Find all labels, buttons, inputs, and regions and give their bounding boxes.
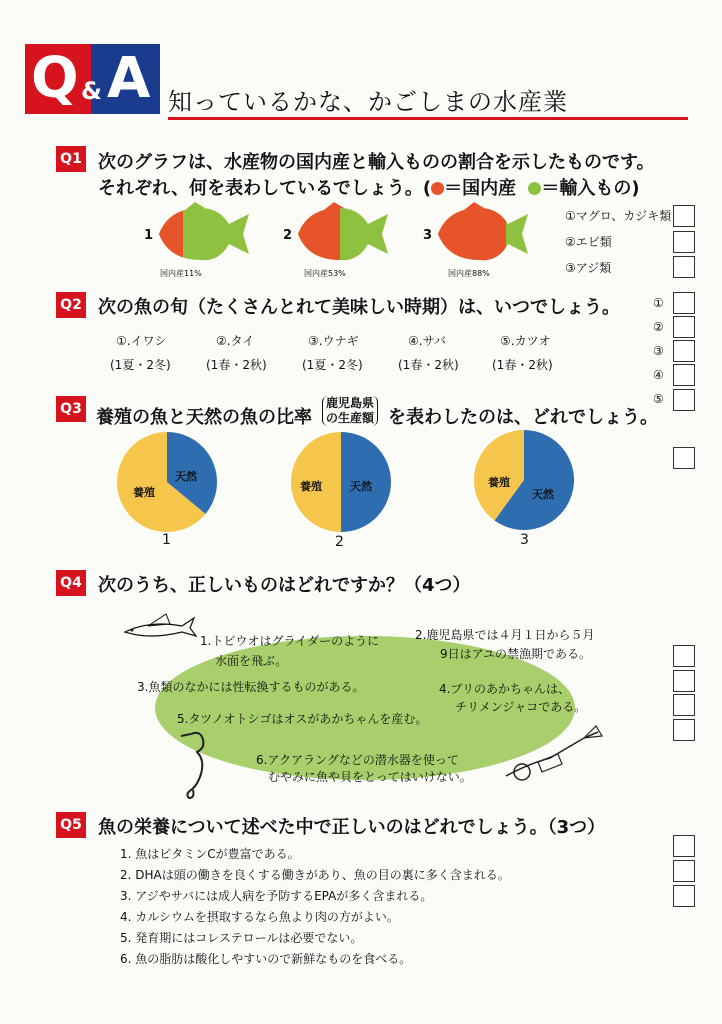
- fish-3-domestic-area: [434, 200, 506, 266]
- q1-text-line1: 次のグラフは、水産物の国内産と輸入ものの割合を示したものです。: [98, 152, 655, 173]
- q2-answer-label-5: ⑤: [653, 392, 664, 406]
- q2-fish-3: ③.ウナギ: [308, 334, 359, 348]
- pie-1-number: 1: [162, 532, 171, 548]
- q1-option-2: ②エビ類: [565, 235, 612, 249]
- q4-item-2-line1: 2.鹿児島県では４月１日から５月: [415, 628, 595, 642]
- q5-badge: Q5: [56, 812, 86, 838]
- q4-answer-box-1[interactable]: [673, 645, 695, 667]
- title-underline: [168, 117, 688, 120]
- q3-badge: Q3: [56, 396, 86, 422]
- pie-2-wild-label: 天然: [350, 480, 372, 493]
- q2-answer-box-5[interactable]: [673, 389, 695, 411]
- fish-1-number: 1: [144, 228, 154, 243]
- pie-1: [115, 430, 219, 534]
- q5-answer-box-2[interactable]: [673, 860, 695, 882]
- q4-text: 次のうち、正しいものはどれですか？（4つ）: [98, 575, 471, 596]
- page-title: 知っているかな、かごしまの水産業: [168, 88, 568, 116]
- logo-q: Q: [31, 46, 79, 111]
- q3-text-c: を表わしたのは、どれでしょう。: [388, 407, 658, 428]
- import-legend-dot: [528, 182, 541, 195]
- q2-text: 次の魚の旬（たくさんとれて美味しい時期）は、いつでしょう。: [98, 297, 620, 318]
- q2-answer-label-1: ①: [653, 296, 664, 310]
- q2-choice-4: (1春・2秋): [398, 358, 459, 372]
- q1-line2-text: それぞれ、何を表わしているでしょう。(: [98, 178, 432, 199]
- fish-1-caption: 国内産11%: [160, 269, 202, 278]
- legend-domestic: ＝国内産: [444, 178, 517, 199]
- diver-icon: [498, 718, 608, 788]
- q2-fish-2: ②.タイ: [216, 334, 255, 348]
- q5-answer-box-3[interactable]: [673, 885, 695, 907]
- q3-note-line2: の生産額: [326, 411, 375, 425]
- pie-1-culture-label: 養殖: [133, 486, 155, 499]
- q3-paren-note: [322, 396, 378, 426]
- q5-item-2: 2. DHAは頭の働きを良くする働きがあり、魚の目の裏に多く含まれる。: [120, 868, 510, 882]
- q2-answer-label-4: ④: [653, 368, 664, 382]
- fish-2-domestic-area: [294, 200, 340, 266]
- pie-3-number: 3: [520, 532, 529, 548]
- q1-answer-box-3[interactable]: [673, 256, 695, 278]
- q1-answer-box-2[interactable]: [673, 231, 695, 253]
- q2-badge: Q2: [56, 292, 86, 318]
- pie-2-number: 2: [335, 534, 344, 550]
- pie-1-wild-label: 天然: [175, 470, 197, 483]
- q4-item-4-line2: チリメンジャコである。: [455, 700, 587, 714]
- domestic-legend-dot: [431, 182, 444, 195]
- q4-item-6-line1: 6.アクアラングなどの潜水器を使って: [256, 753, 459, 767]
- q4-badge: Q4: [56, 570, 86, 596]
- q5-item-3: 3. アジやサバには成人病を予防するEPAが多く含まれる。: [120, 889, 433, 903]
- q2-choice-2: (1春・2秋): [206, 358, 267, 372]
- q2-fish-1: ①.イワシ: [116, 334, 167, 348]
- legend-close: ): [631, 178, 640, 199]
- q4-answer-box-2[interactable]: [673, 670, 695, 692]
- q5-answer-box-1[interactable]: [673, 835, 695, 857]
- q4-item-3: 3.魚類のなかには性転換するものがある。: [137, 680, 365, 694]
- q2-answer-box-3[interactable]: [673, 340, 695, 362]
- q2-answer-box-4[interactable]: [673, 364, 695, 386]
- q2-fish-4: ④.サバ: [408, 334, 446, 348]
- q5-item-5: 5. 発育期にはコレステロールは必要でない。: [120, 931, 363, 945]
- q1-text-line2: [98, 174, 640, 200]
- q5-item-6: 6. 魚の脂肪は酸化しやすいので新鮮なものを食べる。: [120, 952, 412, 966]
- q4-answer-box-3[interactable]: [673, 694, 695, 716]
- q4-answer-box-4[interactable]: [673, 719, 695, 741]
- legend-import: ＝輸入もの: [541, 178, 632, 199]
- q2-fish-5: ⑤.カツオ: [500, 334, 551, 348]
- fish-2-caption: 国内産53%: [304, 269, 346, 278]
- q2-choice-3: (1夏・2冬): [302, 358, 363, 372]
- logo-amp: &: [81, 77, 102, 105]
- pie-3-culture-label: 養殖: [488, 476, 510, 489]
- fish-1-domestic-area: [155, 200, 183, 266]
- q3-note-line1: 鹿児島県: [326, 396, 375, 410]
- q2-answer-label-2: ②: [653, 320, 664, 334]
- fish-3-caption: 国内産88%: [448, 269, 490, 278]
- q1-badge: Q1: [56, 146, 86, 172]
- q3-answer-box[interactable]: [673, 447, 695, 469]
- pie-2-culture-label: 養殖: [300, 480, 322, 493]
- q1-option-1: ①マグロ、カジキ類: [565, 209, 672, 223]
- q4-item-4-line1: 4.ブリのあかちゃんは、: [439, 682, 570, 696]
- q4-item-1-line1: 1.トビウオはグライダーのように: [200, 634, 380, 648]
- q2-choice-5: (1春・2秋): [492, 358, 553, 372]
- qa-logo: [25, 44, 160, 114]
- fish-2-number: 2: [283, 228, 293, 243]
- seahorse-icon: [175, 728, 215, 800]
- q4-item-1-line2: 水面を飛ぶ。: [215, 654, 288, 668]
- q2-answer-box-1[interactable]: [673, 292, 695, 314]
- q4-item-5: 5.タツノオトシゴはオスがあかちゃんを産む。: [177, 712, 428, 726]
- q2-answer-box-2[interactable]: [673, 316, 695, 338]
- q1-answer-box-1[interactable]: [673, 205, 695, 227]
- q5-item-4: 4. カルシウムを摂取するなら魚より肉の方がよい。: [120, 910, 399, 924]
- q4-item-2-line2: 9日はアユの禁漁期である。: [440, 647, 592, 661]
- q5-item-1: 1. 魚はビタミンCが豊富である。: [120, 847, 300, 861]
- flying-fish-icon: [120, 612, 200, 642]
- q4-item-6-line2: むやみに魚や貝をとってはいけない。: [268, 770, 472, 784]
- q3-text-a: 養殖の魚と天然の魚の比率: [96, 407, 312, 428]
- fish-2-graphic: [294, 200, 394, 266]
- fish-3-graphic: [434, 200, 534, 266]
- q1-option-3: ③アジ類: [565, 261, 612, 275]
- fish-1-graphic: [155, 200, 255, 266]
- q2-choice-1: (1夏・2冬): [110, 358, 171, 372]
- q2-answer-label-3: ③: [653, 344, 664, 358]
- fish-3-number: 3: [423, 228, 433, 243]
- pie-3-wild-label: 天然: [532, 488, 554, 501]
- logo-a: A: [107, 46, 151, 111]
- q5-text: 魚の栄養について述べた中で正しいのはどれでしょう。（3つ）: [98, 817, 606, 838]
